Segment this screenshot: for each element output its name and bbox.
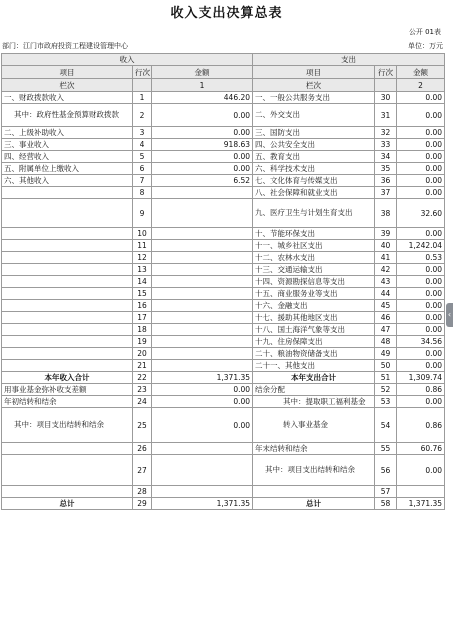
income-amount-cell bbox=[152, 348, 253, 360]
income-amount-cell bbox=[152, 324, 253, 336]
expense-item-cell: 五、教育支出 bbox=[253, 151, 375, 163]
income-line-cell: 19 bbox=[133, 336, 152, 348]
income-amount-cell bbox=[152, 199, 253, 228]
expense-amount-cell: 0.86 bbox=[397, 384, 445, 396]
income-amount-cell bbox=[152, 187, 253, 199]
income-item-header: 项目 bbox=[2, 66, 133, 79]
expense-line-cell: 41 bbox=[375, 252, 397, 264]
income-amount-cell bbox=[152, 336, 253, 348]
income-amount-cell: 0.00 bbox=[152, 151, 253, 163]
income-col-label: 栏次 bbox=[2, 79, 133, 92]
expense-item-cell: 十四、资源勘探信息等支出 bbox=[253, 276, 375, 288]
expense-item-cell: 总计 bbox=[253, 498, 375, 510]
expense-item-cell: 十六、金融支出 bbox=[253, 300, 375, 312]
income-amount-header: 金额 bbox=[152, 66, 253, 79]
income-item-cell: 年初结转和结余 bbox=[2, 396, 133, 408]
income-item-cell bbox=[2, 264, 133, 276]
income-amount-cell bbox=[152, 443, 253, 455]
expense-item-cell: 十七、援助其他地区支出 bbox=[253, 312, 375, 324]
expense-line-cell: 47 bbox=[375, 324, 397, 336]
expense-item-cell: 四、公共安全支出 bbox=[253, 139, 375, 151]
expense-item-cell: 转入事业基金 bbox=[253, 408, 375, 443]
income-amount-cell bbox=[152, 264, 253, 276]
income-item-cell bbox=[2, 187, 133, 199]
income-item-cell bbox=[2, 486, 133, 498]
income-item-cell bbox=[2, 443, 133, 455]
expense-item-cell: 十九、住房保障支出 bbox=[253, 336, 375, 348]
report-meta bbox=[2, 41, 443, 51]
income-item-cell: 六、其他收入 bbox=[2, 175, 133, 187]
income-line-cell: 14 bbox=[133, 276, 152, 288]
income-line-cell: 15 bbox=[133, 288, 152, 300]
income-line-cell: 21 bbox=[133, 360, 152, 372]
income-item-cell: 一、财政拨款收入 bbox=[2, 92, 133, 104]
expense-line-cell: 50 bbox=[375, 360, 397, 372]
table-row bbox=[2, 396, 445, 408]
expense-amount-cell: 0.00 bbox=[397, 264, 445, 276]
income-line-cell: 16 bbox=[133, 300, 152, 312]
table-row bbox=[2, 92, 445, 104]
income-line-cell: 12 bbox=[133, 252, 152, 264]
expense-line-cell: 55 bbox=[375, 443, 397, 455]
income-line-cell: 5 bbox=[133, 151, 152, 163]
income-item-cell bbox=[2, 240, 133, 252]
table-row bbox=[2, 498, 445, 510]
table-row bbox=[2, 151, 445, 163]
table-row bbox=[2, 348, 445, 360]
expense-amount-cell: 0.00 bbox=[397, 360, 445, 372]
expense-amount-cell: 1,309.74 bbox=[397, 372, 445, 384]
expense-amount-cell: 32.60 bbox=[397, 199, 445, 228]
expense-line-cell: 37 bbox=[375, 187, 397, 199]
table-row bbox=[2, 384, 445, 396]
income-line-cell: 10 bbox=[133, 228, 152, 240]
income-amount-cell bbox=[152, 300, 253, 312]
expense-item-header: 项目 bbox=[253, 66, 375, 79]
expense-item-cell: 十三、交通运输支出 bbox=[253, 264, 375, 276]
income-line-cell: 18 bbox=[133, 324, 152, 336]
table-row bbox=[2, 228, 445, 240]
income-amount-cell bbox=[152, 228, 253, 240]
expense-item-cell: 十五、商业服务业等支出 bbox=[253, 288, 375, 300]
income-item-cell bbox=[2, 199, 133, 228]
expense-amount-cell: 0.00 bbox=[397, 312, 445, 324]
expense-amount-cell: 0.00 bbox=[397, 127, 445, 139]
expense-line-cell: 40 bbox=[375, 240, 397, 252]
expense-line-cell: 42 bbox=[375, 264, 397, 276]
income-line-cell: 7 bbox=[133, 175, 152, 187]
income-item-cell bbox=[2, 288, 133, 300]
table-row bbox=[2, 163, 445, 175]
income-line-cell: 27 bbox=[133, 455, 152, 486]
table-row bbox=[2, 324, 445, 336]
expense-item-cell: 二十一、其他支出 bbox=[253, 360, 375, 372]
income-amount-cell: 0.00 bbox=[152, 384, 253, 396]
income-item-cell bbox=[2, 252, 133, 264]
income-amount-cell bbox=[152, 276, 253, 288]
income-line-cell: 17 bbox=[133, 312, 152, 324]
expense-amount-cell: 0.00 bbox=[397, 300, 445, 312]
income-line-cell: 11 bbox=[133, 240, 152, 252]
expense-line-cell: 46 bbox=[375, 312, 397, 324]
income-amount-cell bbox=[152, 360, 253, 372]
income-amount-cell bbox=[152, 312, 253, 324]
expense-line-cell: 30 bbox=[375, 92, 397, 104]
unit-label: 单位：万元 bbox=[408, 42, 443, 50]
expense-item-cell: 二、外交支出 bbox=[253, 104, 375, 127]
expense-line-cell: 33 bbox=[375, 139, 397, 151]
expense-amount-cell: 0.00 bbox=[397, 92, 445, 104]
expense-line-cell: 35 bbox=[375, 163, 397, 175]
income-line-header: 行次 bbox=[133, 66, 152, 79]
expense-item-cell: 十、节能环保支出 bbox=[253, 228, 375, 240]
expense-item-cell: 年末结转和结余 bbox=[253, 443, 375, 455]
expense-line-cell: 38 bbox=[375, 199, 397, 228]
income-item-cell bbox=[2, 228, 133, 240]
income-amount-cell bbox=[152, 252, 253, 264]
income-line-cell: 6 bbox=[133, 163, 152, 175]
table-row bbox=[2, 300, 445, 312]
expense-item-cell: 十八、国土海洋气象等支出 bbox=[253, 324, 375, 336]
table-row bbox=[2, 104, 445, 127]
income-item-cell bbox=[2, 455, 133, 486]
income-item-cell bbox=[2, 276, 133, 288]
income-line-cell: 23 bbox=[133, 384, 152, 396]
table-row bbox=[2, 288, 445, 300]
table-row bbox=[2, 486, 445, 498]
table-row bbox=[2, 139, 445, 151]
expense-line-cell: 39 bbox=[375, 228, 397, 240]
expense-line-cell: 52 bbox=[375, 384, 397, 396]
income-item-cell: 三、事业收入 bbox=[2, 139, 133, 151]
expense-line-cell: 51 bbox=[375, 372, 397, 384]
expense-item-cell bbox=[253, 486, 375, 498]
expense-amount-cell: 0.00 bbox=[397, 187, 445, 199]
expense-item-cell: 三、国防支出 bbox=[253, 127, 375, 139]
expense-item-cell: 十一、城乡社区支出 bbox=[253, 240, 375, 252]
expense-line-cell: 48 bbox=[375, 336, 397, 348]
income-amount-cell: 918.63 bbox=[152, 139, 253, 151]
income-item-cell: 其中：政府性基金预算财政拨款 bbox=[2, 104, 133, 127]
expense-line-cell: 58 bbox=[375, 498, 397, 510]
income-amount-cell: 446.20 bbox=[152, 92, 253, 104]
income-line-cell: 25 bbox=[133, 408, 152, 443]
income-item-cell bbox=[2, 324, 133, 336]
expense-amount-cell: 0.00 bbox=[397, 163, 445, 175]
income-item-cell: 本年收入合计 bbox=[2, 372, 133, 384]
section-header-row bbox=[2, 54, 445, 66]
expense-line-header: 行次 bbox=[375, 66, 397, 79]
expense-col-label: 栏次 bbox=[253, 79, 375, 92]
expense-amount-cell: 34.56 bbox=[397, 336, 445, 348]
table-row bbox=[2, 199, 445, 228]
expense-amount-cell: 0.00 bbox=[397, 104, 445, 127]
income-amount-cell bbox=[152, 240, 253, 252]
expense-amount-cell: 0.00 bbox=[397, 396, 445, 408]
income-item-cell: 用事业基金弥补收支差额 bbox=[2, 384, 133, 396]
table-row bbox=[2, 240, 445, 252]
expense-item-cell: 结余分配 bbox=[253, 384, 375, 396]
expense-amount-cell: 1,371.35 bbox=[397, 498, 445, 510]
income-col-index: 1 bbox=[152, 79, 253, 92]
expense-line-cell: 32 bbox=[375, 127, 397, 139]
expense-amount-header: 金额 bbox=[397, 66, 445, 79]
income-item-cell: 二、上级补助收入 bbox=[2, 127, 133, 139]
expense-amount-cell: 0.00 bbox=[397, 288, 445, 300]
expense-section-header: 支出 bbox=[253, 54, 445, 66]
income-section-header: 收入 bbox=[2, 54, 253, 66]
expense-item-cell: 十二、农林水支出 bbox=[253, 252, 375, 264]
income-amount-cell bbox=[152, 455, 253, 486]
income-amount-cell: 1,371.35 bbox=[152, 372, 253, 384]
expense-item-cell: 八、社会保障和就业支出 bbox=[253, 187, 375, 199]
expense-line-cell: 54 bbox=[375, 408, 397, 443]
expense-amount-cell bbox=[397, 486, 445, 498]
income-item-cell bbox=[2, 300, 133, 312]
income-amount-cell: 0.00 bbox=[152, 127, 253, 139]
table-row bbox=[2, 276, 445, 288]
income-amount-cell bbox=[152, 288, 253, 300]
expense-line-cell: 36 bbox=[375, 175, 397, 187]
column-header-row bbox=[2, 66, 445, 79]
income-item-cell: 五、附属单位上缴收入 bbox=[2, 163, 133, 175]
income-line-cell: 28 bbox=[133, 486, 152, 498]
expense-amount-cell: 0.00 bbox=[397, 151, 445, 163]
income-line-cell: 20 bbox=[133, 348, 152, 360]
form-number: 公开 01表 bbox=[408, 28, 441, 36]
income-item-cell bbox=[2, 312, 133, 324]
income-line-cell: 13 bbox=[133, 264, 152, 276]
expense-amount-cell: 0.00 bbox=[397, 139, 445, 151]
expense-line-cell: 53 bbox=[375, 396, 397, 408]
table-row bbox=[2, 127, 445, 139]
income-amount-cell bbox=[152, 486, 253, 498]
income-item-cell: 其中：项目支出结转和结余 bbox=[2, 408, 133, 443]
department-label: 部门：江门市政府投资工程建设管理中心 bbox=[2, 42, 128, 50]
income-line-cell: 4 bbox=[133, 139, 152, 151]
income-line-cell: 9 bbox=[133, 199, 152, 228]
income-line-cell: 24 bbox=[133, 396, 152, 408]
expand-handle[interactable]: ‹ bbox=[446, 303, 453, 327]
table-row bbox=[2, 187, 445, 199]
income-line-cell: 2 bbox=[133, 104, 152, 127]
income-amount-cell: 0.00 bbox=[152, 396, 253, 408]
table-row bbox=[2, 336, 445, 348]
expense-line-cell: 31 bbox=[375, 104, 397, 127]
income-item-cell: 总计 bbox=[2, 498, 133, 510]
expense-line-cell: 57 bbox=[375, 486, 397, 498]
expense-amount-cell: 0.53 bbox=[397, 252, 445, 264]
income-item-cell: 四、经营收入 bbox=[2, 151, 133, 163]
table-row bbox=[2, 175, 445, 187]
income-line-cell: 8 bbox=[133, 187, 152, 199]
income-line-cell: 3 bbox=[133, 127, 152, 139]
expense-item-cell: 一、一般公共服务支出 bbox=[253, 92, 375, 104]
expense-amount-cell: 1,242.04 bbox=[397, 240, 445, 252]
expense-item-cell: 本年支出合计 bbox=[253, 372, 375, 384]
expense-item-cell: 二十、粮油物资储备支出 bbox=[253, 348, 375, 360]
page-title: 收入支出决算总表 bbox=[170, 6, 283, 21]
table-row bbox=[2, 455, 445, 486]
expense-amount-cell: 0.00 bbox=[397, 175, 445, 187]
income-line-cell: 22 bbox=[133, 372, 152, 384]
income-line-cell: 26 bbox=[133, 443, 152, 455]
expense-line-cell: 49 bbox=[375, 348, 397, 360]
income-amount-cell: 0.00 bbox=[152, 104, 253, 127]
table-row bbox=[2, 360, 445, 372]
income-amount-cell: 0.00 bbox=[152, 408, 253, 443]
expense-line-cell: 56 bbox=[375, 455, 397, 486]
expense-item-cell: 六、科学技术支出 bbox=[253, 163, 375, 175]
expense-col-index: 2 bbox=[397, 79, 445, 92]
expense-amount-cell: 60.76 bbox=[397, 443, 445, 455]
income-item-cell bbox=[2, 336, 133, 348]
expense-amount-cell: 0.00 bbox=[397, 455, 445, 486]
expense-line-cell: 44 bbox=[375, 288, 397, 300]
expense-item-cell: 七、文化体育与传媒支出 bbox=[253, 175, 375, 187]
expense-line-cell: 43 bbox=[375, 276, 397, 288]
expense-item-cell: 其中：提取职工福利基金 bbox=[253, 396, 375, 408]
expense-line-cell: 45 bbox=[375, 300, 397, 312]
expense-line-cell: 34 bbox=[375, 151, 397, 163]
table-row bbox=[2, 408, 445, 443]
income-expense-table bbox=[1, 53, 445, 510]
income-amount-cell: 0.00 bbox=[152, 163, 253, 175]
table-row bbox=[2, 372, 445, 384]
table-row bbox=[2, 312, 445, 324]
income-item-cell bbox=[2, 360, 133, 372]
expense-amount-cell: 0.00 bbox=[397, 324, 445, 336]
column-index-row bbox=[2, 79, 445, 92]
income-amount-cell: 1,371.35 bbox=[152, 498, 253, 510]
expense-amount-cell: 0.86 bbox=[397, 408, 445, 443]
income-line-cell: 29 bbox=[133, 498, 152, 510]
expense-item-cell: 其中：项目支出结转和结余 bbox=[253, 455, 375, 486]
table-row bbox=[2, 252, 445, 264]
income-amount-cell: 6.52 bbox=[152, 175, 253, 187]
income-line-cell: 1 bbox=[133, 92, 152, 104]
expense-amount-cell: 0.00 bbox=[397, 228, 445, 240]
table-row bbox=[2, 443, 445, 455]
expense-item-cell: 九、医疗卫生与计划生育支出 bbox=[253, 199, 375, 228]
income-item-cell bbox=[2, 348, 133, 360]
expense-amount-cell: 0.00 bbox=[397, 348, 445, 360]
table-row bbox=[2, 264, 445, 276]
expense-amount-cell: 0.00 bbox=[397, 276, 445, 288]
